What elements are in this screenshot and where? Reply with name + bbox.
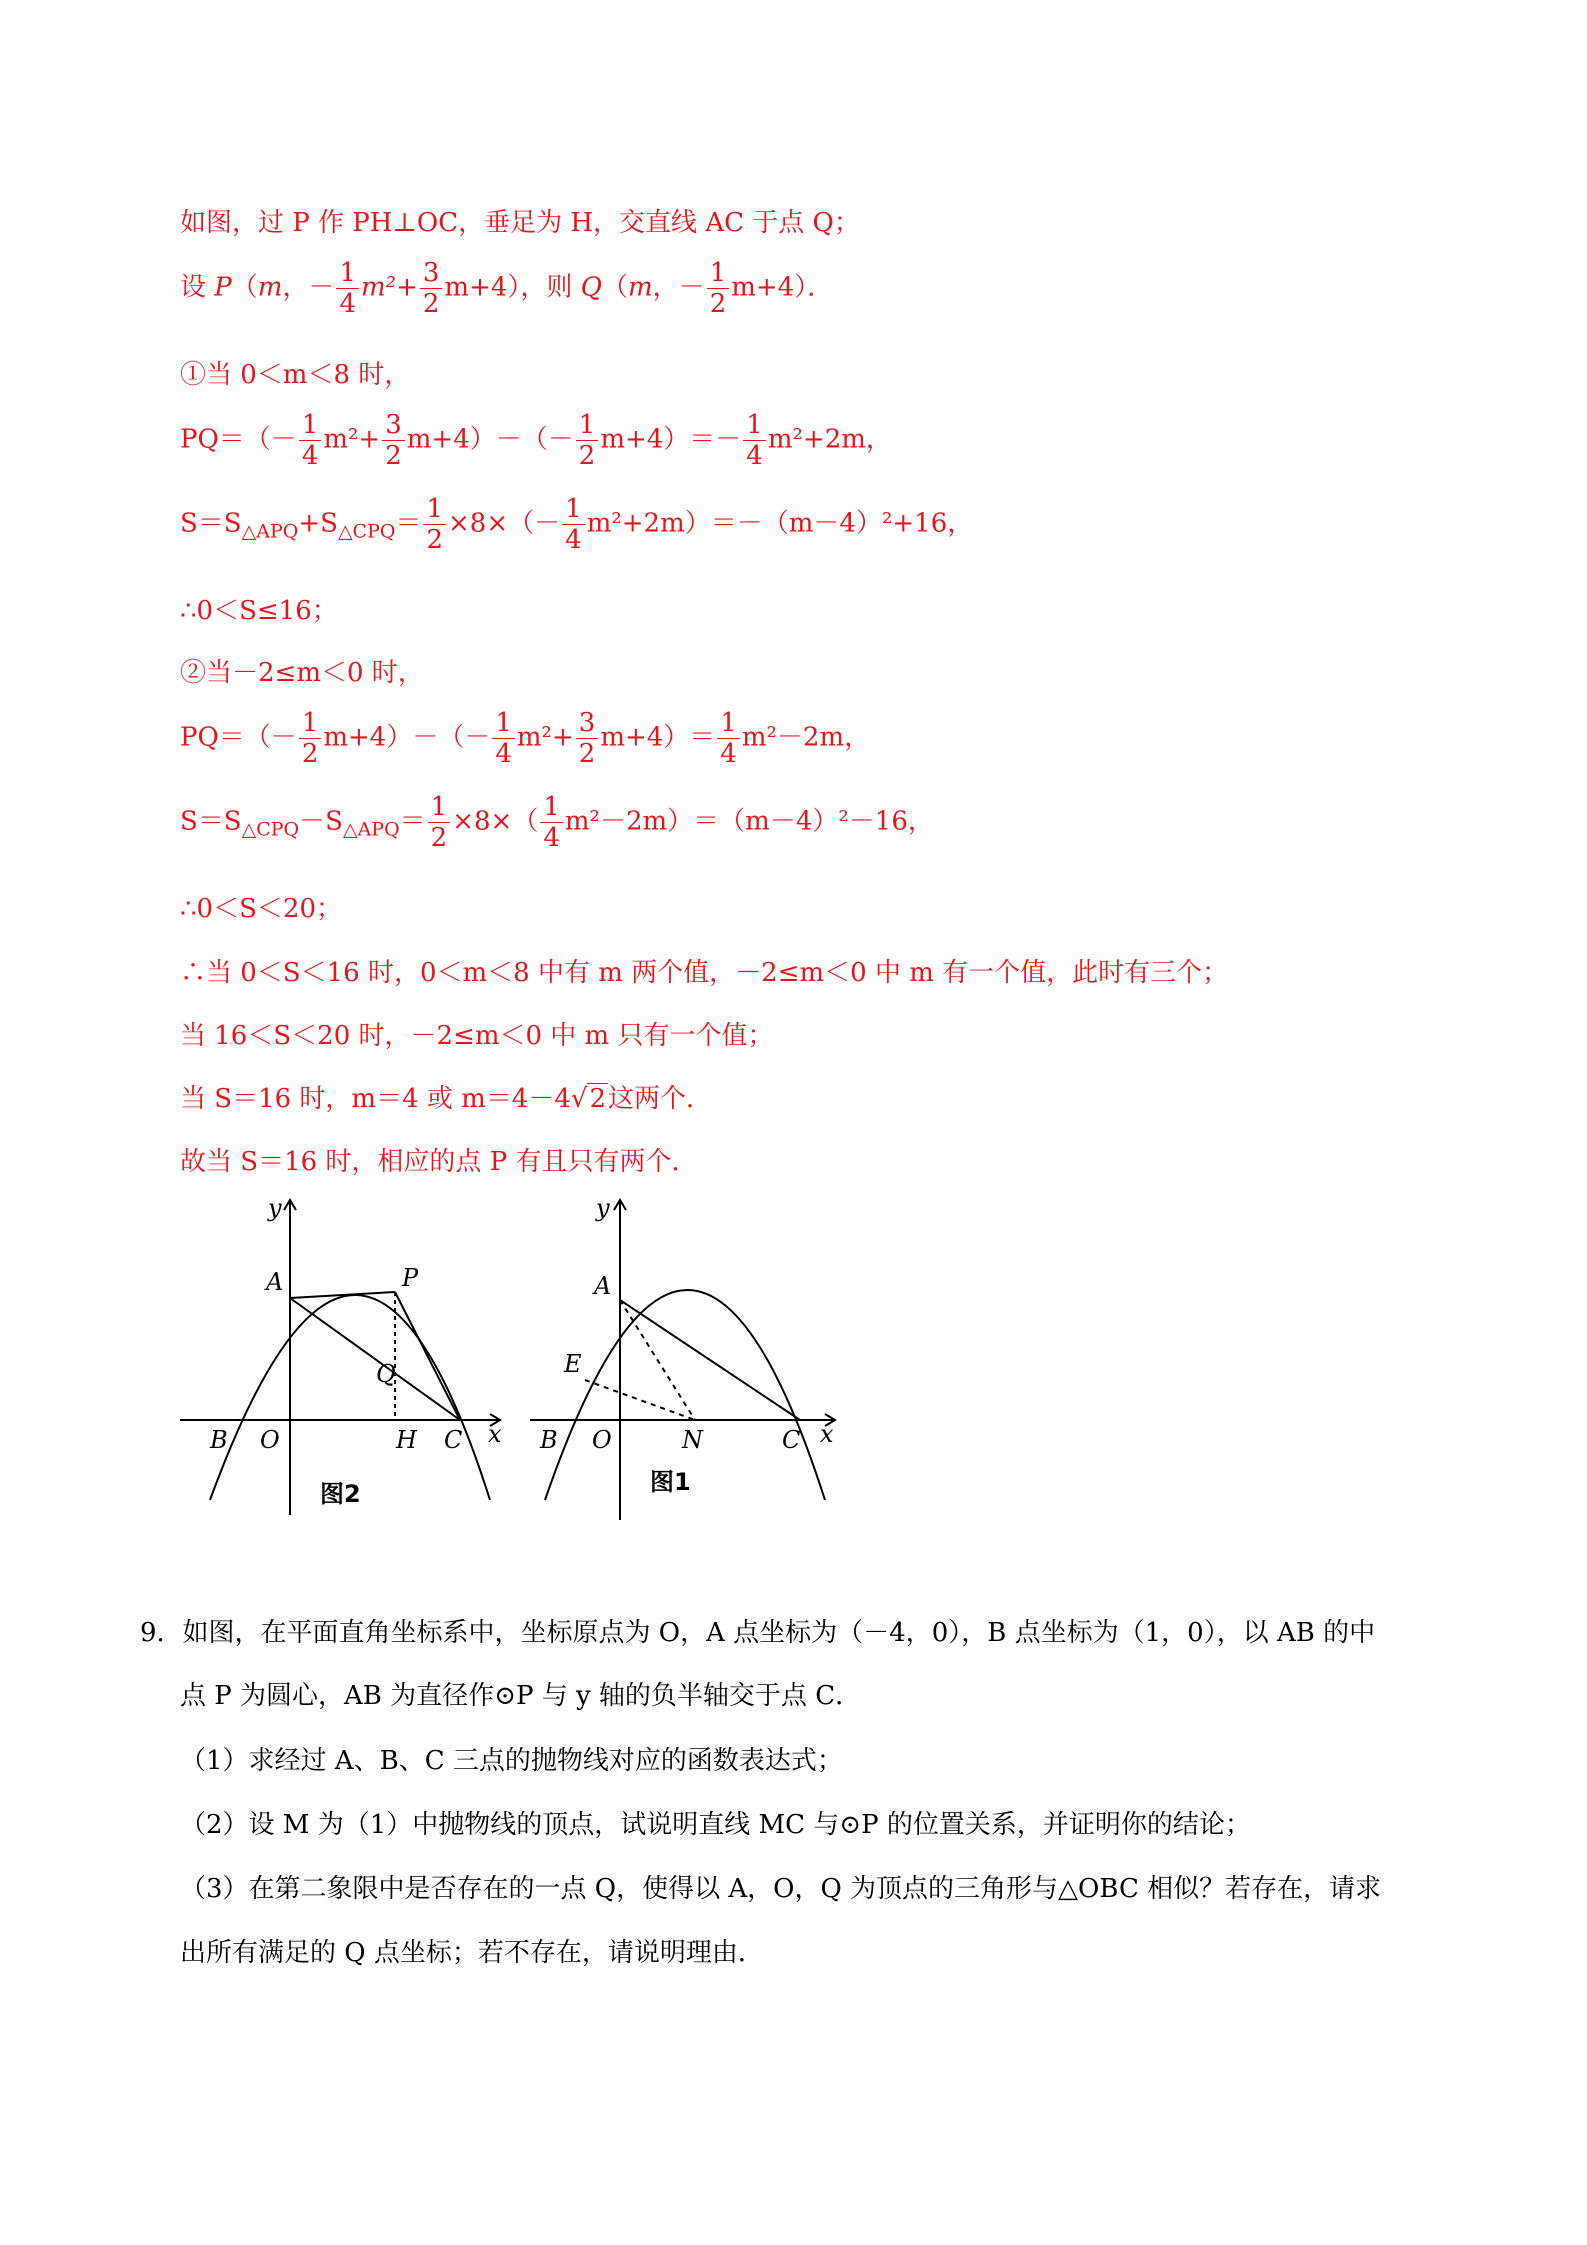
fraction: $\frac{3}{2}$ xyxy=(382,410,405,471)
problem-9-line-2: 点 P 为圆心，AB 为直径作⊙P 与 y 轴的负半轴交于点 C． xyxy=(180,1681,862,1711)
fraction: $\frac{1}{2}$ xyxy=(428,792,451,853)
fraction: $\frac{3}{2}$ xyxy=(576,708,599,769)
fraction: $\frac{3}{2}$ xyxy=(420,258,443,319)
problem-9-line-1: 9．如图，在平面直角坐标系中，坐标原点为 O，A 点坐标为（－4，0），B 点坐标为（1，0），以 AB 的中 xyxy=(140,1618,1376,1648)
sqrt-expression: √2 xyxy=(570,1084,607,1114)
case2-range: ∴0＜S＜20； xyxy=(180,894,342,924)
problem-9-question-3a: （3）在第二象限中是否存在的一点 Q，使得以 A，O，Q 为顶点的三角形与△OBC 相似？若存在，请求 xyxy=(180,1874,1382,1904)
fraction: $\frac{1}{2}$ xyxy=(707,258,730,319)
fraction: $\frac{1}{4}$ xyxy=(299,410,322,471)
fig2-label-o: O xyxy=(260,1426,280,1454)
case2-s-equation: $S=S_{\triangle CPQ}-S_{\triangle APQ}=$ $\frac{1}{2}$ ×8×（ $\frac{1}{4}$ m²－2m）＝（m－4）²－16， xyxy=(180,792,934,853)
fig2-label-x: x xyxy=(488,1420,502,1448)
fraction: $\frac{1}{2}$ xyxy=(576,410,599,471)
problem-9-question-2: （2）设 M 为（1）中抛物线的顶点，试说明直线 MC 与⊙P 的位置关系，并证明你的结论； xyxy=(180,1810,1251,1840)
fig2-label-c: C xyxy=(444,1426,463,1454)
fig2-label-y: y xyxy=(268,1194,282,1222)
case1-label: ①当 0＜m＜8 时， xyxy=(180,360,411,390)
fig1-label-n: N xyxy=(682,1426,703,1454)
fig1-label-a: A xyxy=(594,1272,612,1300)
case1-pq-equation: PQ＝（－ $\frac{1}{4}$ m²+ $\frac{3}{2}$ m+4）－（－ $\frac{1}{2}$ m+4）＝－ $\frac{1}{4}$ m²+2m， xyxy=(180,410,892,471)
fig1-label-e: E xyxy=(564,1350,582,1378)
conclusion-1: ∴当 0＜S＜16 时，0＜m＜8 中有 m 两个值，－2≤m＜0 中 m 有一个值，此时有三个； xyxy=(180,958,1229,988)
fig1-label-x: x xyxy=(820,1420,834,1448)
case1-range: ∴0＜S≤16； xyxy=(180,596,338,626)
figure-1-diagram xyxy=(520,1180,840,1525)
fig2-label-a: A xyxy=(266,1268,284,1296)
problem-9-question-1: （1）求经过 A、B、C 三点的抛物线对应的函数表达式； xyxy=(180,1746,843,1776)
fig1-label-y: y xyxy=(596,1194,610,1222)
fig2-caption: 图2 xyxy=(320,1480,361,1508)
fig2-label-p: P xyxy=(402,1264,419,1292)
fraction: $\frac{1}{2}$ xyxy=(423,494,446,555)
conclusion-2: 当 16＜S＜20 时，－2≤m＜0 中 m 只有一个值； xyxy=(180,1021,774,1051)
case1-s-equation: $S=S_{\triangle APQ}+S_{\triangle CPQ}=$ $\frac{1}{2}$ ×8×（－ $\frac{1}{4}$ m²+2m）＝－（m－4）²+16， xyxy=(180,494,974,555)
case2-label: ②当－2≤m＜0 时， xyxy=(180,658,424,688)
fig1-caption: 图1 xyxy=(650,1468,691,1496)
case2-pq-equation: PQ＝（－ $\frac{1}{2}$ m+4）－（－ $\frac{1}{4}$ m²+ $\frac{3}{2}$ m+4）＝ $\frac{1}{4}$ m²－2m， xyxy=(180,708,871,769)
conclusion-4: 故当 S＝16 时，相应的点 P 有且只有两个． xyxy=(180,1147,698,1177)
figure-2-diagram xyxy=(170,1180,510,1525)
fraction: $\frac{1}{4}$ xyxy=(743,410,766,471)
fig2-label-h: H xyxy=(396,1426,417,1454)
solution-set-p: 设 P（m，－ $\frac{1}{4}$ m²+ $\frac{3}{2}$ m+4），则 Q（m，－ $\frac{1}{2}$ m+4）． xyxy=(180,258,834,319)
fig1-label-o: O xyxy=(592,1426,612,1454)
fraction: $\frac{1}{2}$ xyxy=(299,708,322,769)
conclusion-3: 当 S＝16 时，m＝4 或 m＝4－4√2这两个． xyxy=(180,1084,713,1114)
fig1-label-b: B xyxy=(540,1426,558,1454)
fig2-label-b: B xyxy=(210,1426,228,1454)
fraction: $\frac{1}{4}$ xyxy=(492,708,515,769)
solution-intro: 如图，过 P 作 PH⊥OC，垂足为 H，交直线 AC 于点 Q； xyxy=(180,208,860,238)
fraction: $\frac{1}{4}$ xyxy=(336,258,359,319)
fig2-label-q: Q xyxy=(376,1360,396,1388)
fraction: $\frac{1}{4}$ xyxy=(562,494,585,555)
fig1-label-c: C xyxy=(782,1426,801,1454)
fraction: $\frac{1}{4}$ xyxy=(717,708,740,769)
problem-9-question-3b: 出所有满足的 Q 点坐标；若不存在，请说明理由． xyxy=(180,1938,764,1968)
fraction: $\frac{1}{4}$ xyxy=(540,792,563,853)
